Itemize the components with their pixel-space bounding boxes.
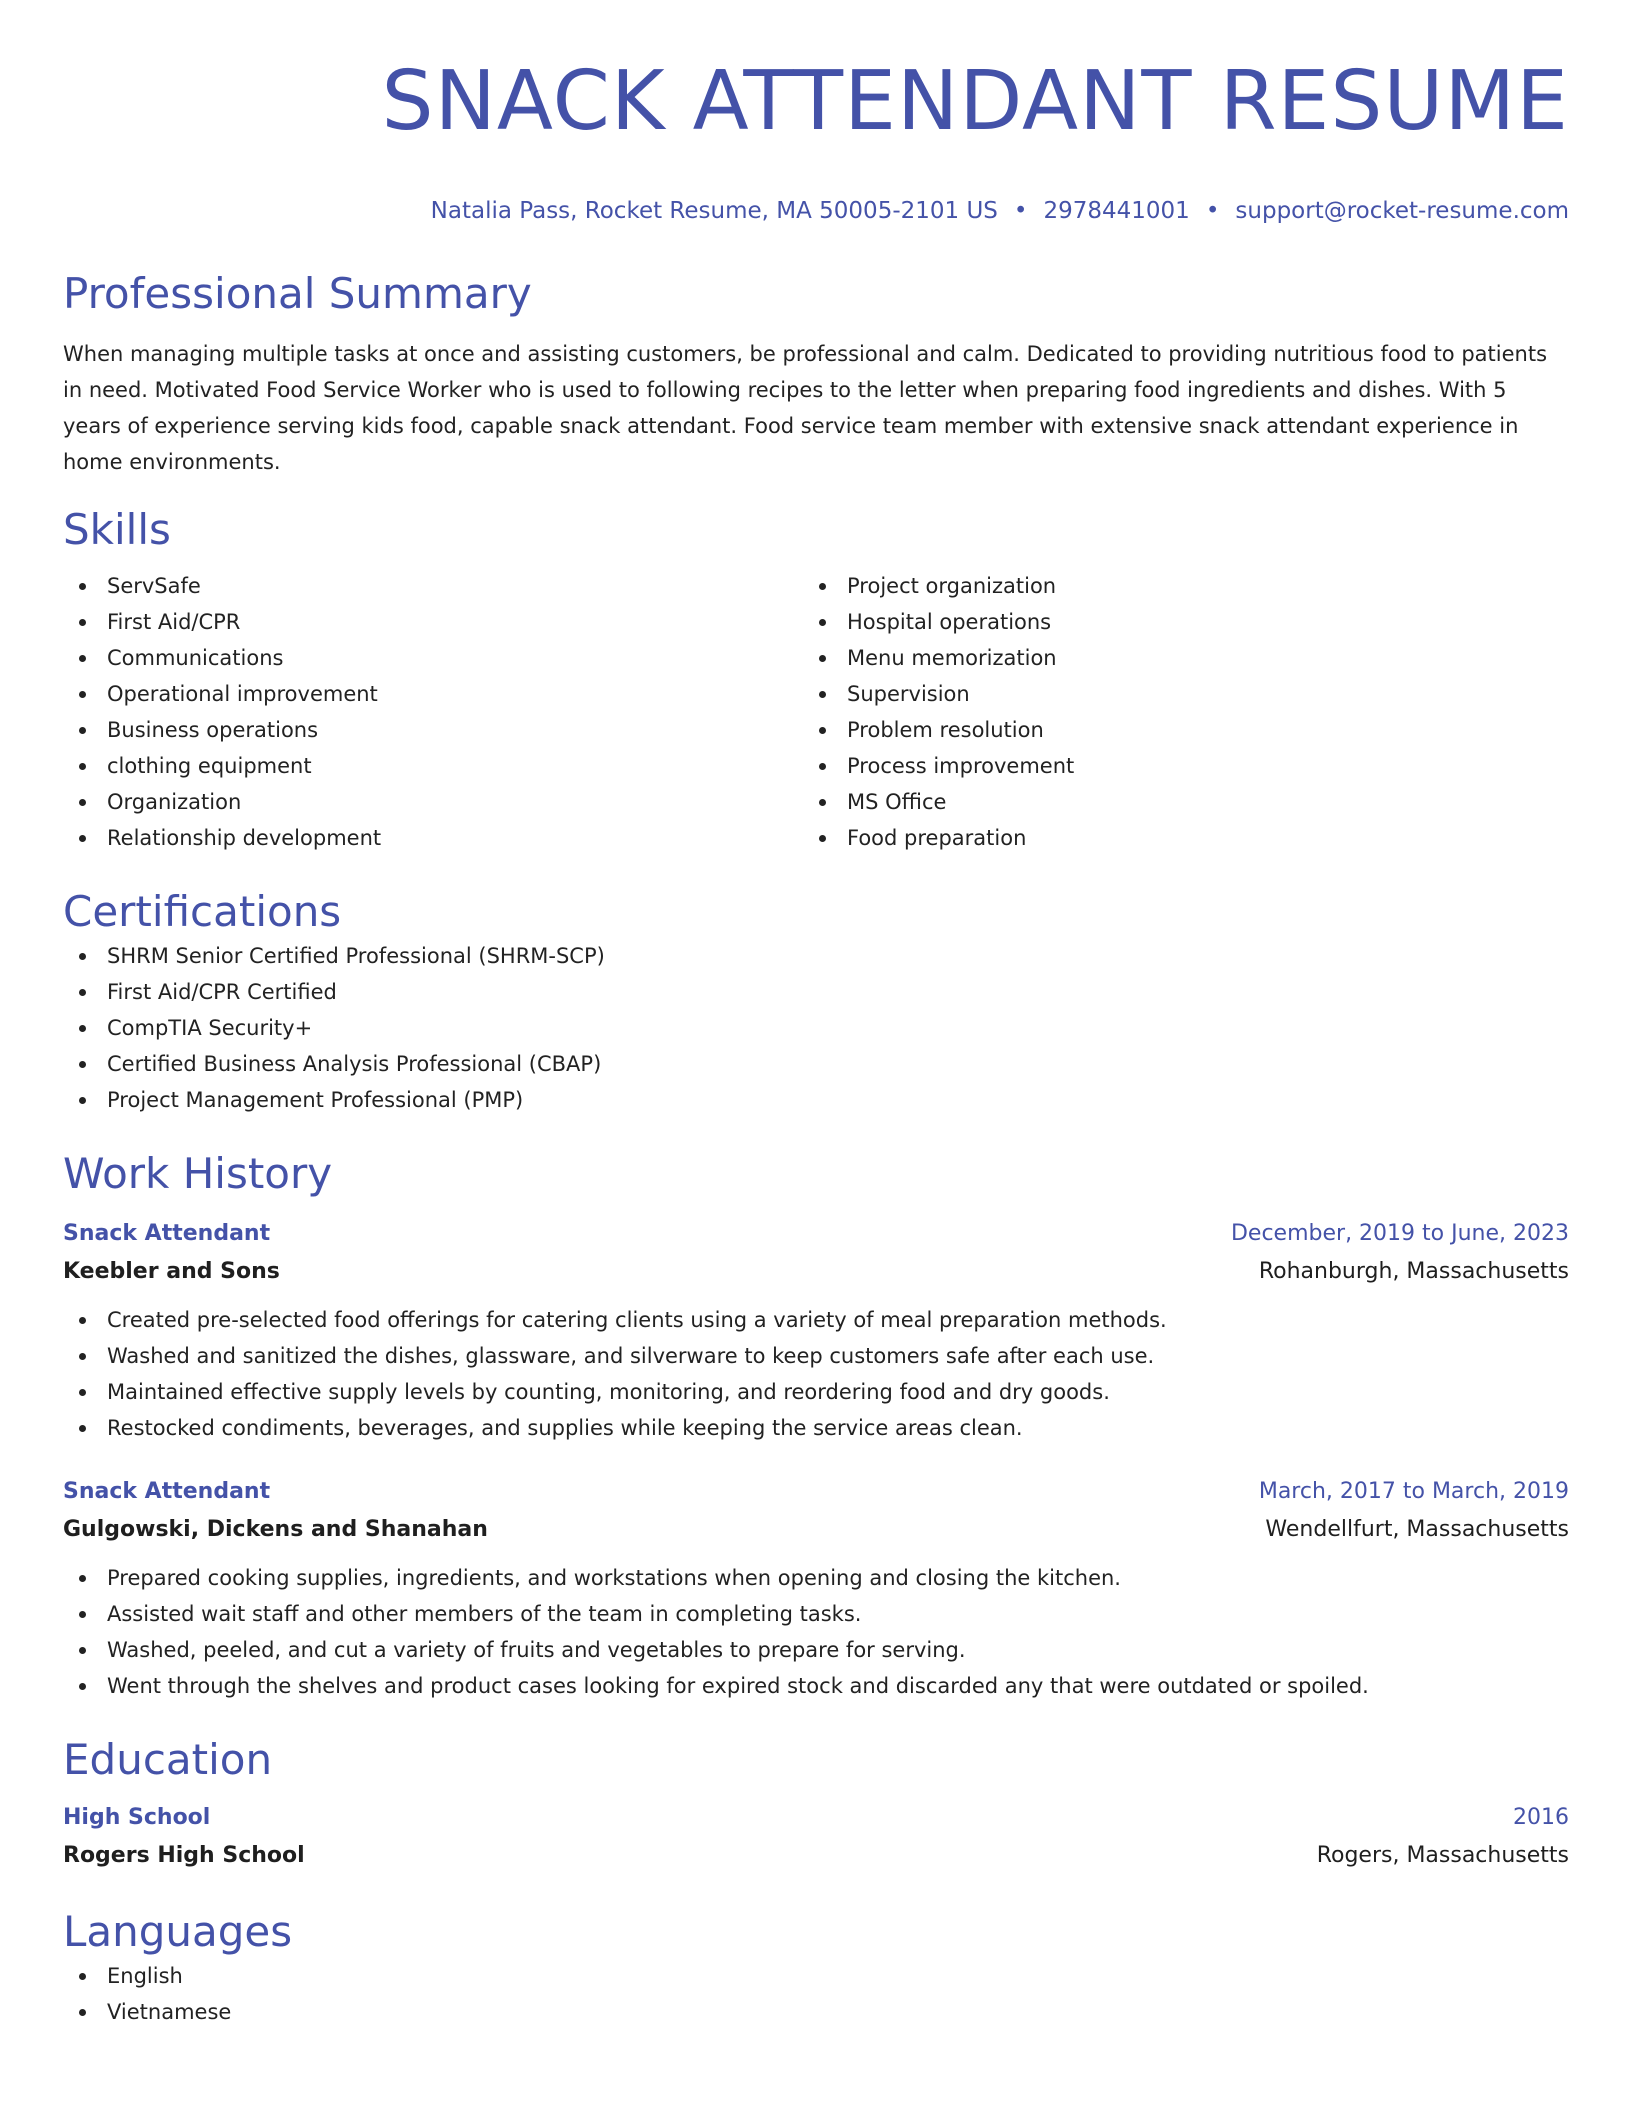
skills-list-left bbox=[63, 568, 803, 856]
contact-phone: 2978441001 bbox=[1043, 198, 1190, 224]
job-duty-item: Assisted wait staff and other members of the team in completing tasks. bbox=[63, 1596, 1569, 1632]
job-title: Snack Attendant bbox=[63, 1479, 271, 1504]
job-duties-list bbox=[63, 1560, 1569, 1704]
language-item: Vietnamese bbox=[63, 1994, 1569, 2030]
education-location: Rogers, Massachusetts bbox=[1316, 1843, 1569, 1868]
summary-text: When managing multiple tasks at once and assisting customers, be professional and calm. Dedicated to providing nutritious food to patients in need. Motivated Food Service Worker who is used to following recipes to the letter when preparing food ingredients and dishes. With 5 years of experience serving kids food, capable snack attendant. Food service team member with extensive snack attendant experience in home environments. bbox=[63, 342, 1548, 474]
job-company-row bbox=[63, 1510, 1569, 1550]
job-title: Snack Attendant bbox=[63, 1221, 271, 1246]
skill-item: Relationship development bbox=[63, 820, 803, 856]
education-entry bbox=[63, 1800, 1569, 1876]
job-duty-item: Created pre-selected food offerings for catering clients using a variety of meal preparation methods. bbox=[63, 1302, 1569, 1338]
job-duty-item: Washed and sanitized the dishes, glassware, and silverware to keep customers safe after each use. bbox=[63, 1338, 1569, 1374]
skill-item: Hospital operations bbox=[803, 604, 1543, 640]
skill-item: Operational improvement bbox=[63, 676, 803, 712]
languages-heading: Languages bbox=[63, 1907, 293, 1956]
skill-item: ServSafe bbox=[63, 568, 803, 604]
job-duty-item: Went through the shelves and product cases looking for expired stock and discarded any that were outdated or spoiled. bbox=[63, 1668, 1569, 1704]
skill-item: First Aid/CPR bbox=[63, 604, 803, 640]
job-dates: March, 2017 to March, 2019 bbox=[1258, 1479, 1569, 1504]
job-duty-item: Restocked condiments, beverages, and supplies while keeping the service areas clean. bbox=[63, 1410, 1569, 1446]
contact-line bbox=[63, 196, 1569, 226]
skill-item: Problem resolution bbox=[803, 712, 1543, 748]
skill-item: Food preparation bbox=[803, 820, 1543, 856]
skills-columns bbox=[63, 568, 1569, 856]
skills-heading: Skills bbox=[63, 505, 171, 554]
job-duty-item: Washed, peeled, and cut a variety of fruits and vegetables to prepare for serving. bbox=[63, 1632, 1569, 1668]
contact-email[interactable]: support@rocket-resume.com bbox=[1235, 198, 1569, 224]
work-history-heading: Work History bbox=[63, 1149, 333, 1198]
skill-item: Organization bbox=[63, 784, 803, 820]
contact-separator: • bbox=[1013, 198, 1028, 224]
skill-item: MS Office bbox=[803, 784, 1543, 820]
skill-item: Supervision bbox=[803, 676, 1543, 712]
languages-list bbox=[63, 1958, 1569, 2030]
job-entry bbox=[63, 1474, 1569, 1704]
skill-item: clothing equipment bbox=[63, 748, 803, 784]
education-year: 2016 bbox=[1513, 1805, 1569, 1830]
job-entry bbox=[63, 1216, 1569, 1446]
skill-item: Process improvement bbox=[803, 748, 1543, 784]
job-duties-list bbox=[63, 1302, 1569, 1446]
education-heading: Education bbox=[63, 1735, 273, 1784]
contact-address: Natalia Pass, Rocket Resume, MA 50005-2101 US bbox=[430, 198, 998, 224]
education-header-row bbox=[63, 1800, 1569, 1836]
job-company-row bbox=[63, 1252, 1569, 1292]
skills-column-left bbox=[63, 568, 803, 856]
summary-heading: Professional Summary bbox=[63, 269, 532, 318]
certification-item: First Aid/CPR Certified bbox=[63, 974, 1569, 1010]
skills-list-right bbox=[803, 568, 1543, 856]
certification-item: CompTIA Security+ bbox=[63, 1010, 1569, 1046]
certifications-heading: Certifications bbox=[63, 887, 342, 936]
job-dates: December, 2019 to June, 2023 bbox=[1230, 1221, 1569, 1246]
job-company: Keebler and Sons bbox=[63, 1259, 280, 1284]
job-duty-item: Prepared cooking supplies, ingredients, and workstations when opening and closing the kitchen. bbox=[63, 1560, 1569, 1596]
education-school-row bbox=[63, 1836, 1569, 1876]
job-header-row bbox=[63, 1216, 1569, 1252]
job-header-row bbox=[63, 1474, 1569, 1510]
skill-item: Communications bbox=[63, 640, 803, 676]
skill-item: Business operations bbox=[63, 712, 803, 748]
education-school: Rogers High School bbox=[63, 1843, 305, 1868]
certifications-list bbox=[63, 938, 1569, 1118]
job-company: Gulgowski, Dickens and Shanahan bbox=[63, 1517, 488, 1542]
job-duty-item: Maintained effective supply levels by counting, monitoring, and reordering food and dry goods. bbox=[63, 1374, 1569, 1410]
skill-item: Project organization bbox=[803, 568, 1543, 604]
contact-separator: • bbox=[1205, 198, 1220, 224]
education-degree: High School bbox=[63, 1805, 211, 1830]
certification-item: SHRM Senior Certified Professional (SHRM-SCP) bbox=[63, 938, 1569, 974]
skills-column-right bbox=[803, 568, 1543, 856]
language-item: English bbox=[63, 1958, 1569, 1994]
certification-item: Certified Business Analysis Professional (CBAP) bbox=[63, 1046, 1569, 1082]
job-location: Rohanburgh, Massachusetts bbox=[1258, 1259, 1569, 1284]
job-location: Wendellfurt, Massachusetts bbox=[1265, 1517, 1569, 1542]
certification-item: Project Management Professional (PMP) bbox=[63, 1082, 1569, 1118]
skill-item: Menu memorization bbox=[803, 640, 1543, 676]
resume-title: SNACK ATTENDANT RESUME bbox=[381, 54, 1569, 149]
